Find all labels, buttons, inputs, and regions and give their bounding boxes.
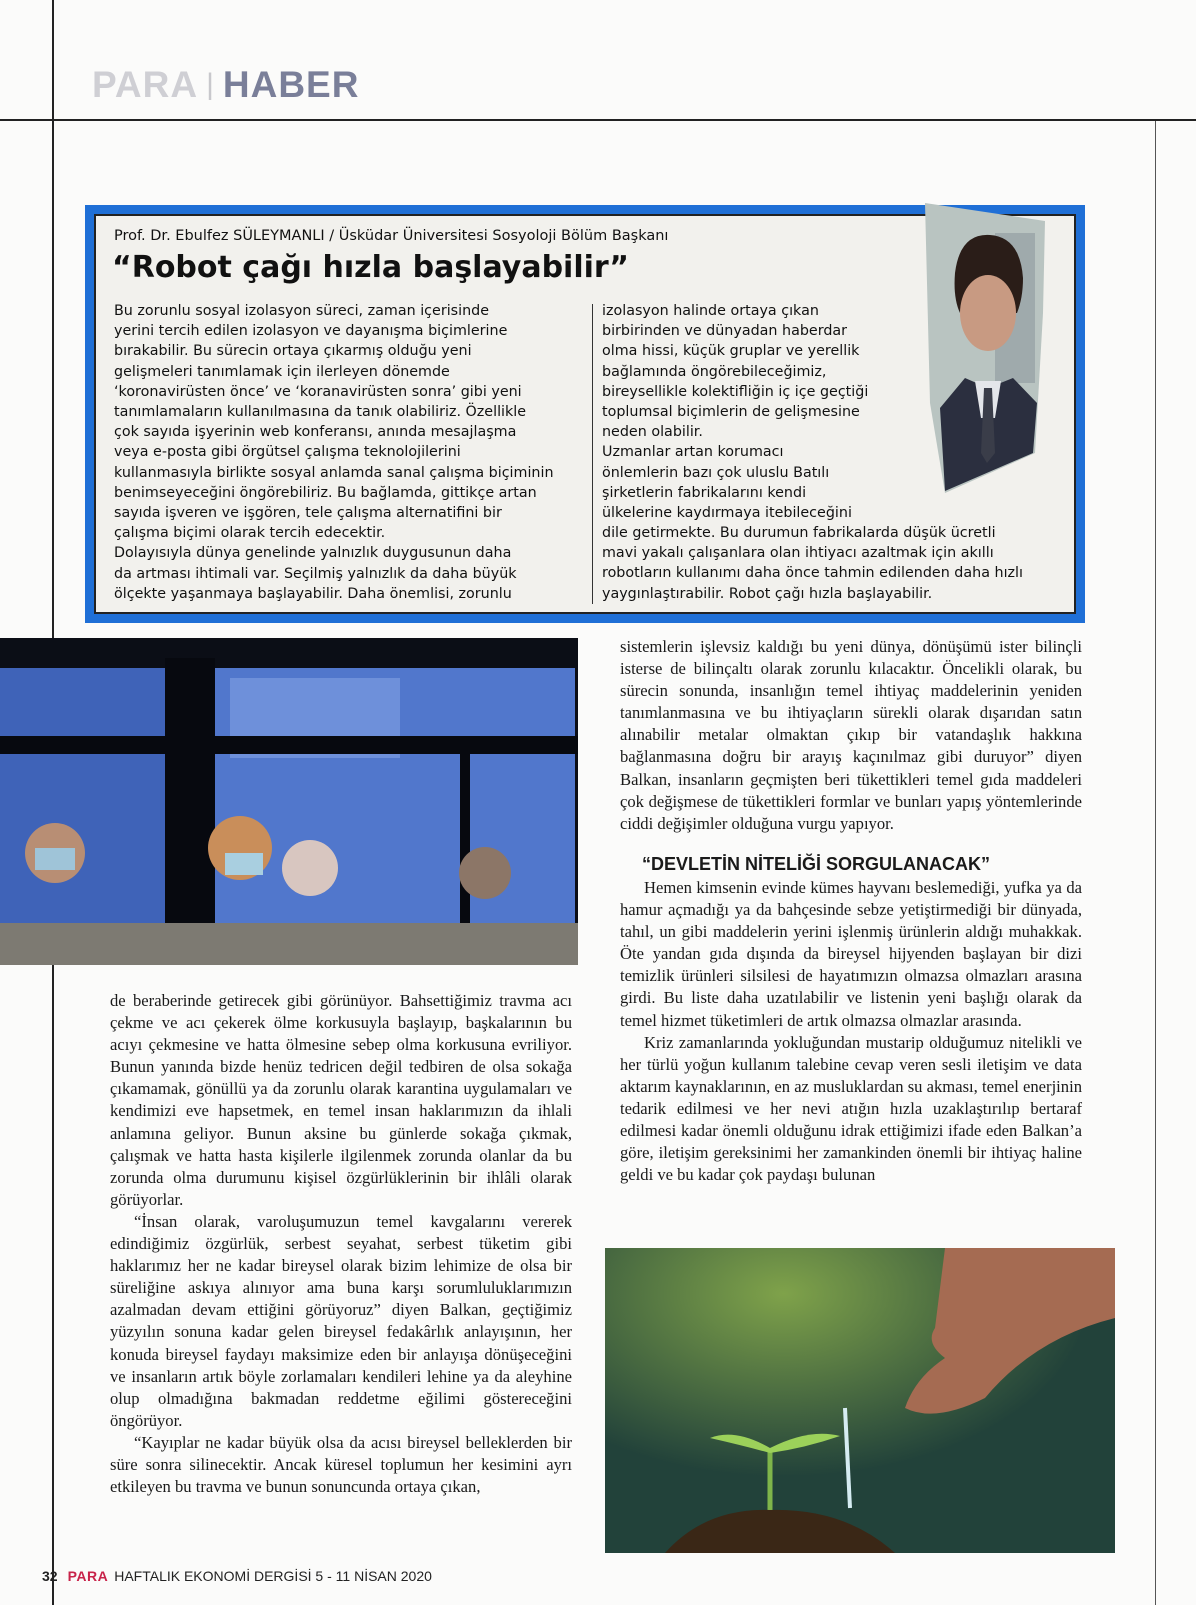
text-line: ülkelerine kaydırmaya itebileceğini — [602, 505, 852, 522]
text-line: neden olabilir. — [602, 424, 703, 441]
text-line: şirketlerin fabrikalarını kendi — [602, 484, 807, 501]
text-line: da artması ihtimali var. Seçilmiş yalnızlık da daha büyük — [114, 565, 517, 582]
text-line: benimseyeceğini öngörebiliriz. Bu bağlamda, gittikçe artan — [114, 484, 537, 501]
bus-passengers-photo — [0, 638, 578, 965]
expert-column-2-continued — [602, 523, 1023, 604]
seedling-watering-photo — [605, 1248, 1115, 1553]
text-line: çalışma biçimi olarak tercih edecektir. — [114, 525, 386, 542]
text-line: Uzmanlar artan korumacı — [602, 444, 784, 461]
column-divider — [592, 304, 593, 604]
masthead-separator: | — [206, 68, 215, 101]
window-bar — [0, 736, 578, 754]
article-left-column — [110, 990, 572, 1498]
portrait-face — [960, 275, 1016, 351]
expert-column-1 — [114, 301, 554, 604]
article-paragraph: de beraberinde getirecek gibi görünüyor. Bahsettiğimiz travma acı çekme ve acı çekerek ölme korkusuyla başlayıp, başkalarının bu acıyı çekmesine ve hatta ölmesine sebep olma korkusuna evriliyor. Bunun yanında bizde henüz tedricen değil tedbiren de olsa sokağa çıkamamak, gönüllü ya da zorunlu olarak karantina uygulamaları ve kendimizi eve hapsetmek, en temel insan haklarımızın da ihlali anlamına geliyor. Bunun aksine bu günlerde sokağa çıkmak, çalışmak ve hatta hasta kişilerle ilgilenmek zorunda olanlar da bu zorunda olma durumunu kişisel özgürlüklerinin bir ihlâli olarak görüyorlar. — [110, 991, 572, 1209]
window-divider — [460, 748, 470, 928]
masthead-subsection: HABER — [222, 64, 360, 105]
article-paragraph: sistemlerin işlevsiz kaldığı bu yeni dünya, dönüşümü ister bilinçli isterse de bilinçaltı olarak zorunlu kılacaktır. Öncelikli olarak, bu sürecin sonunda, insanlığın temel ihtiyaç maddelerinin yeniden tanımlanmasına ve bu ihtiyaçların sürekli olarak dışarıdan satın alınabilir metalar olmaktan çıkıp bir vatandaşlık hakkına bağlanmasına doğru bir arayış kaçınılmaz gibi duruyor” diyen Balkan, insanların geçmişten beri tükettikleri temel gıda maddeleri çok değişmese de tükettikleri formlar ve bunları yapış yöntemlerinde ciddi değişimler olduğuna vurgu yapıyor. — [620, 637, 1082, 833]
window-left — [0, 668, 165, 923]
text-line: gelişmeleri tanımlamak için ilerleyen dönemde — [114, 363, 450, 380]
text-line: çok sayıda işyerinin web konferansı, anında mesajlaşma — [114, 424, 517, 441]
text-line: dile getirmekte. Bu durumun fabrikalarda düşük ücretli — [602, 525, 996, 541]
text-line: tanımlamaların kullanılmasına da tanık olabiliriz. Özellikle — [114, 404, 527, 421]
text-line: veya e-posta gibi örgütsel çalışma teknolojilerini — [114, 444, 461, 461]
text-line: mavi yakalı çalışanlara olan ihtiyacı azaltmak için akıllı — [602, 545, 994, 562]
bus-body — [0, 923, 578, 965]
article-right-column — [620, 636, 1082, 1186]
text-line: izolasyon halinde ortaya çıkan — [602, 303, 819, 319]
text-line: toplumsal biçimlerin de gelişmesine — [602, 404, 860, 421]
article-paragraph: “İnsan olarak, varoluşumuzun temel kavgalarını vererek edindiğimiz özgürlük, serbest seyahat, serbest tüketim gibi haklarımız her ne kadar bireysel olarak bizim lehimize de olsa bir süreliğine askıya alınıyor ama buna karşı sorumluluklarımızın azalmadan devam ettiğini görüyoruz” diyen Balkan, geçtiğimiz yüzyılın sonuna kadar gelen bireysel fedakârlık anlayışının, her konuda bireysel faydayı maksimize eden bir anlayışa dönüşeceğini ve insanların artık böyle zorlamaları kendileri lehine ya da aleyhine olup olmadığına bakmadan reddetme eğilimi göstereceğini öngörüyor. — [110, 1211, 572, 1430]
expert-headline: “Robot çağı hızla başlayabilir” — [112, 250, 629, 285]
passenger — [282, 840, 338, 896]
passenger — [459, 847, 511, 899]
face-mask — [35, 848, 75, 870]
text-line: yaygınlaştırabilir. Robot çağı hızla başlayabilir. — [602, 585, 933, 602]
window-pillar — [165, 658, 215, 948]
expert-portrait-photo — [925, 203, 1045, 493]
section-masthead — [92, 64, 359, 106]
issue-info: HAFTALIK EKONOMİ DERGİSİ 5 - 11 NİSAN 2020 — [114, 1568, 432, 1584]
text-line: önlemlerin bazı çok uluslu Batılı — [602, 464, 830, 481]
right-margin-rule — [1155, 121, 1156, 1605]
text-line: ölçekte yaşanmaya başlayabilir. Daha önemlisi, zorunlu — [114, 585, 512, 602]
text-line: bırakabilir. Bu sürecin ortaya çıkarmış olduğu yeni — [114, 343, 472, 360]
text-line: ‘koronavirüsten önce’ ve ‘koranavirüsten sonra’ gibi yeni — [114, 383, 522, 400]
text-line: bağlamında öngörebileceğimiz, — [602, 363, 827, 380]
article-paragraph: “Kayıplar ne kadar büyük olsa da acısı bireysel belleklerden bir süre sonra silinecektir. Ancak küresel toplumun her kesimini ayrı etkileyen bu travma ve bunun sonuncunda ortaya çıkan, — [110, 1432, 572, 1497]
text-line: bireysellikle kolektifliğin iç içe geçtiği — [602, 383, 869, 400]
masthead-section: PARA — [92, 64, 199, 105]
page-number: 32 — [42, 1568, 58, 1584]
text-line: sayıda işveren ve işgören, tele çalışma alternatifini bir — [114, 505, 502, 522]
text-line: birbirinden ve dünyadan haberdar — [602, 323, 848, 340]
page-footer — [42, 1568, 432, 1584]
text-line: yerini tercih edilen izolasyon ve dayanışma biçimlerine — [114, 323, 508, 340]
footer-brand: PARA — [67, 1568, 109, 1584]
text-line: Dolayısıyla dünya genelinde yalnızlık duygusunun daha — [114, 545, 512, 562]
article-paragraph: Hemen kimsenin evinde kümes hayvanı beslemediği, yufka ya da hamur açmadığı ya da bahçesinde sebze yetiştirmediği bir dünyada, tahıl, un gibi maddelerin yerini işlenmiş ürünlerin aldığı muhakkak. Öte yandan gıda dışında da bireysel hijyenden başlayan bir dizi temizlik ürünleri silsilesi de hayatımızın olmazsa olmazları arasına girdi. Bu liste daha uzatılabilir ve listenin yeni başlığı olarak da temel hizmet tüketimleri de artık olmazsa olmazlar arasında. — [620, 877, 1082, 1030]
header-rule — [0, 119, 1196, 121]
text-line: Bu zorunlu sosyal izolasyon süreci, zaman içerisinde — [114, 303, 490, 319]
text-line: olma hissi, küçük gruplar ve yerellik — [602, 343, 860, 360]
face-mask — [225, 853, 263, 875]
expert-column-2 — [602, 301, 868, 523]
article-subheading: “DEVLETİN NİTELİĞİ SORGULANACAK” — [642, 853, 991, 874]
expert-byline: Prof. Dr. Ebulfez SÜLEYMANLI / Üsküdar Üniversitesi Sosyoloji Bölüm Başkanı — [114, 228, 669, 244]
text-line: kullanmasıyla birlikte sosyal anlamda sanal çalışma biçiminin — [114, 464, 554, 481]
article-paragraph: Kriz zamanlarında yokluğundan mustarip olduğumuz nitelikli ve her türlü yoğun kullanım talebine cevap veren sesli iletişim ve data aktarım kaynaklarının, en az musluklardan su akması, temel enerjinin tedarik edilmesi ve her nevi atığın hızla uzaklaştırılıp bertaraf edilmesi kadar önemli olduğunu idrak ettiğimizi ifade eden Balkan’a göre, iletişim gereksinimi her zamankinden önemli bir ihtiyaç haline geldi ve bu kadar çok paydaşı bulunan — [620, 1032, 1082, 1185]
text-line: robotların kullanımı daha önce tahmin edilenden daha hızlı — [602, 565, 1023, 582]
